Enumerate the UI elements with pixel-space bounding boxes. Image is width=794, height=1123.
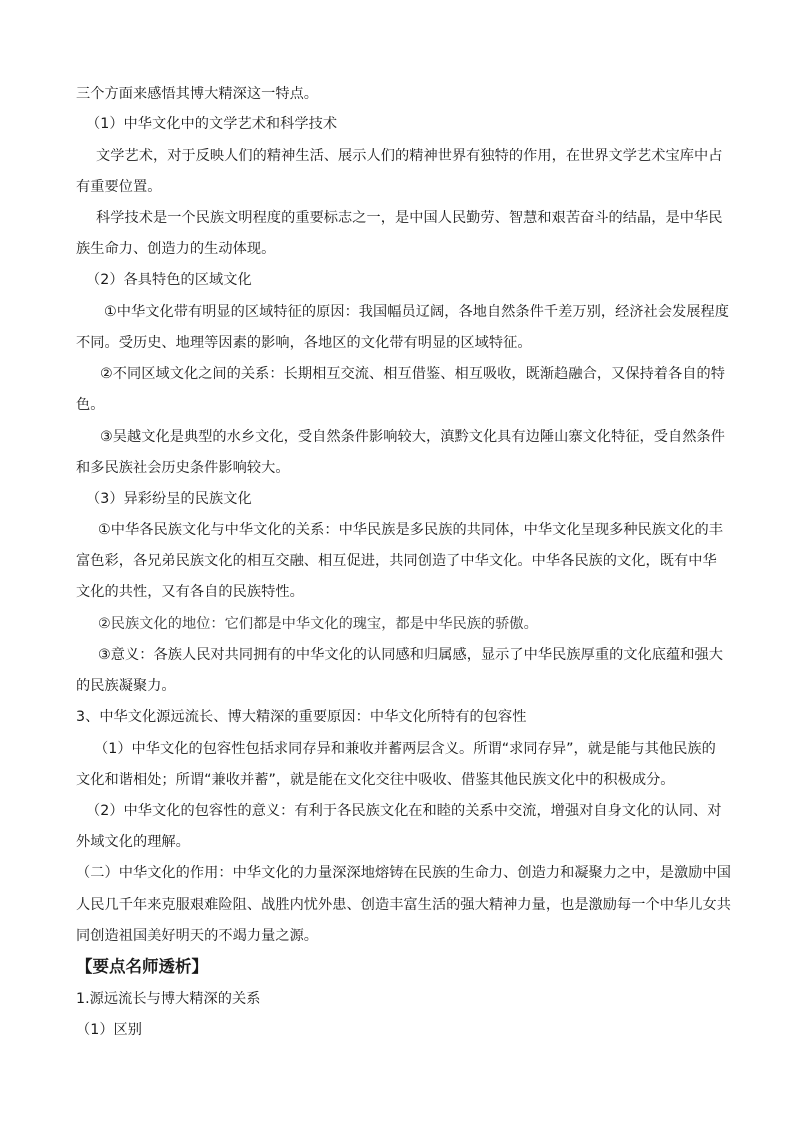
section-subheading: （1）中华文化中的文学艺术和科学技术 — [86, 116, 338, 132]
text-line: ①中华各民族文化与中华文化的关系：中华民族是多民族的共同体，中华文化呈现多种民族文化的丰 — [98, 522, 723, 538]
text-line: （2）中华文化的包容性的意义：有利于各民族文化在和睦的关系中交流，增强对自身文化的认同、对 — [86, 803, 722, 819]
text-line: 不同。受历史、地理等因素的影响，各地区的文化带有明显的区域特征。 — [76, 335, 532, 351]
text-line: 人民几千年来克服艰难险阻、战胜内忧外患、创造丰富生活的强大精神力量，也是激励每一个中华儿女共 — [76, 897, 731, 913]
section-heading: （二）中华文化的作用：中华文化的力量深深地熔铸在民族的生命力、创造力和凝聚力之中，是激励中国 — [76, 865, 731, 881]
text-line: ③意义：各族人民对共同拥有的中华文化的认同感和归属感，显示了中华民族厚重的文化底蕴和强大 — [98, 647, 723, 663]
section-subheading: （1）区别 — [76, 1022, 143, 1038]
text-line: ②民族文化的地位：它们都是中华文化的瑰宝，都是中华民族的骄傲。 — [98, 616, 538, 632]
section-subheading: （3）异彩纷呈的民族文化 — [86, 491, 252, 507]
text-line: 外域文化的理解。 — [76, 834, 190, 850]
text-line: ③吴越文化是典型的水乡文化，受自然条件影响较大，滇黔文化具有边陲山寨文化特征，受自然条件 — [100, 429, 725, 445]
text-line: ①中华文化带有明显的区域特征的原因：我国幅员辽阔，各地自然条件千差万别，经济社会发展程度 — [104, 304, 729, 320]
text-line: （1）中华文化的包容性包括求同存异和兼收并蓄两层含义。所谓“求同存异”，就是能与其他民族的 — [94, 741, 716, 757]
text-line: 文学艺术，对于反映人们的精神生活、展示人们的精神世界有独特的作用，在世界文学艺术宝库中占 — [96, 148, 723, 164]
text-line: 的民族凝聚力。 — [76, 678, 176, 694]
section-subheading: （2）各具特色的区域文化 — [86, 272, 252, 288]
numbered-heading: 1.源远流长与博大精深的关系 — [76, 991, 261, 1007]
text-line: 族生命力、创造力的生动体现。 — [76, 241, 276, 257]
key-points-heading: 【要点名师透析】 — [76, 957, 208, 976]
text-line: 有重要位置。 — [76, 179, 162, 195]
text-line: 色。 — [76, 397, 105, 413]
text-line: 富色彩，各兄弟民族文化的相互交融、相互促进，共同创造了中华文化。中华各民族的文化，既有中华 — [76, 553, 717, 569]
text-line: 文化的共性，又有各自的民族特性。 — [76, 584, 304, 600]
text-line: 科学技术是一个民族文明程度的重要标志之一，是中国人民勤劳、智慧和艰苦奋斗的结晶，是中华民 — [96, 210, 723, 226]
text-line: 三个方面来感悟其博大精深这一特点。 — [76, 86, 319, 102]
text-line: ②不同区域文化之间的关系：长期相互交流、相互借鉴、相互吸收，既渐趋融合，又保持着各自的特 — [100, 366, 725, 382]
text-line: 和多民族社会历史条件影响较大。 — [76, 460, 290, 476]
text-line: 同创造祖国美好明天的不竭力量之源。 — [76, 928, 319, 944]
text-line: 文化和谐相处；所谓“兼收并蓄”，就是能在文化交往中吸收、借鉴其他民族文化中的积极成分。 — [76, 772, 675, 788]
section-heading: 3、中华文化源远流长、博大精深的重要原因：中华文化所特有的包容性 — [76, 709, 527, 725]
